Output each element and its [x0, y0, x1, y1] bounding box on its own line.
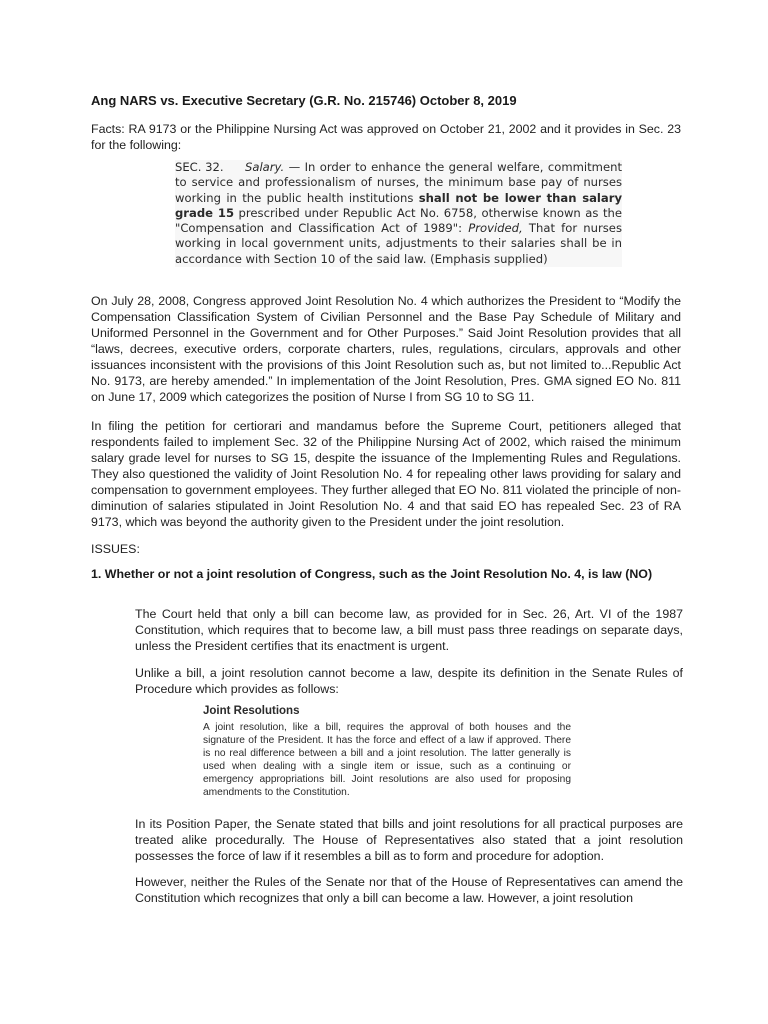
section-provided: Provided,: [468, 221, 523, 236]
section-text-2: prescribed under Republic Act No. 6758, otherwise known as the "Compensation and Classification Act of 1989":: [175, 205, 622, 236]
section-text-3: That for nurses working in local government units, adjustments to their salaries shall be in accordance with Section 10 of the said law. (Emphasis supplied): [175, 221, 622, 266]
joint-resolutions-quote: [203, 704, 571, 799]
joint-resolutions-heading: Joint Resolutions: [203, 705, 300, 717]
quoted-section-32: [175, 160, 622, 267]
joint-resolutions-body: A joint resolution, like a bill, requires the approval of both houses and the signature of the President. It has the force and effect of a law if approved. There is no real difference between a bill and a joint resolution. The latter generally is used when dealing with a single item or issue, such as a continuing or emergency appropriations bill. Joint resolutions are also used for proposing amendments to the Constitution.: [203, 722, 571, 798]
section-text-1: In order to enhance the general welfare, commitment to service and professionalism of nurses, the minimum base pay of nurses working in the public health institutions: [175, 160, 622, 205]
paragraph-joint-resolution-4: On July 28, 2008, Congress approved Joint Resolution No. 4 which authorizes the President to “Modify the Compensation Classification System of Civilian Personnel and the Base Pay Schedule of Military and Uniformed Personnel in the Government and for Other Purposes.” Said Joint Resolution provides that all “laws, decrees, executive orders, corporate charters, rules, regulations, circulars, approvals and other issuances inconsistent with the provisions of this Joint Resolution such as, but not limited to...Republic Act No. 9173, are hereby amended.” In implementation of the Joint Resolution, Pres. GMA signed EO No. 811 on June 17, 2009 which categorizes the position of Nurse I from SG 10 to SG 11.: [91, 294, 681, 404]
paragraph-however: However, neither the Rules of the Senate nor that of the House of Representatives can amend the Constitution which recognizes that only a bill can become a law. However, a joint resolution: [135, 875, 683, 905]
issues-label: ISSUES:: [91, 542, 140, 556]
section-dash: —: [284, 160, 305, 174]
paragraph-position-paper: In its Position Paper, the Senate stated that bills and joint resolutions for all practical purposes are treated alike procedurally. The House of Representatives also stated that a joint resolution possesses the force of law if it resembles a bill as to form and procedure for adoption.: [135, 817, 683, 863]
issue-1-heading: 1. Whether or not a joint resolution of Congress, such as the Joint Resolution No. 4, is law (NO): [91, 567, 653, 581]
paragraph-petition: In filing the petition for certiorari and mandamus before the Supreme Court, petitioners alleged that respondents failed to implement Sec. 32 of the Philippine Nursing Act of 2002, which raised the minimum salary grade level for nurses to SG 15, despite the issuance of the Implementing Rules and Regulations. They also questioned the validity of Joint Resolution No. 4 for repealing other laws providing for salary and compensation to government employees. They further alleged that EO No. 811 violated the principle of non-diminution of salaries stipulated in Joint Resolution No. 4 and that said EO has repealed Sec. 23 of RA 9173, which was beyond the authority given to the President under the joint resolution.: [91, 419, 681, 529]
section-heading: Salary.: [245, 160, 285, 174]
paragraph-court-held: The Court held that only a bill can become law, as provided for in Sec. 26, Art. VI of the 1987 Constitution, which requires that to become law, a bill must pass three readings on separate days, unless the President certifies that its enactment is urgent.: [135, 607, 683, 653]
paragraph-unlike-bill: Unlike a bill, a joint resolution cannot become a law, despite its definition in the Senate Rules of Procedure which provides as follows:: [135, 666, 683, 696]
section-number: SEC. 32.: [175, 160, 224, 174]
section-emphasis: shall not be lower than salary grade 15: [175, 190, 622, 220]
case-title: Ang NARS vs. Executive Secretary (G.R. No. 215746) October 8, 2019: [91, 93, 517, 108]
facts-intro: Facts: RA 9173 or the Philippine Nursing Act was approved on October 21, 2002 and it provides in Sec. 23 for the following:: [91, 122, 681, 152]
